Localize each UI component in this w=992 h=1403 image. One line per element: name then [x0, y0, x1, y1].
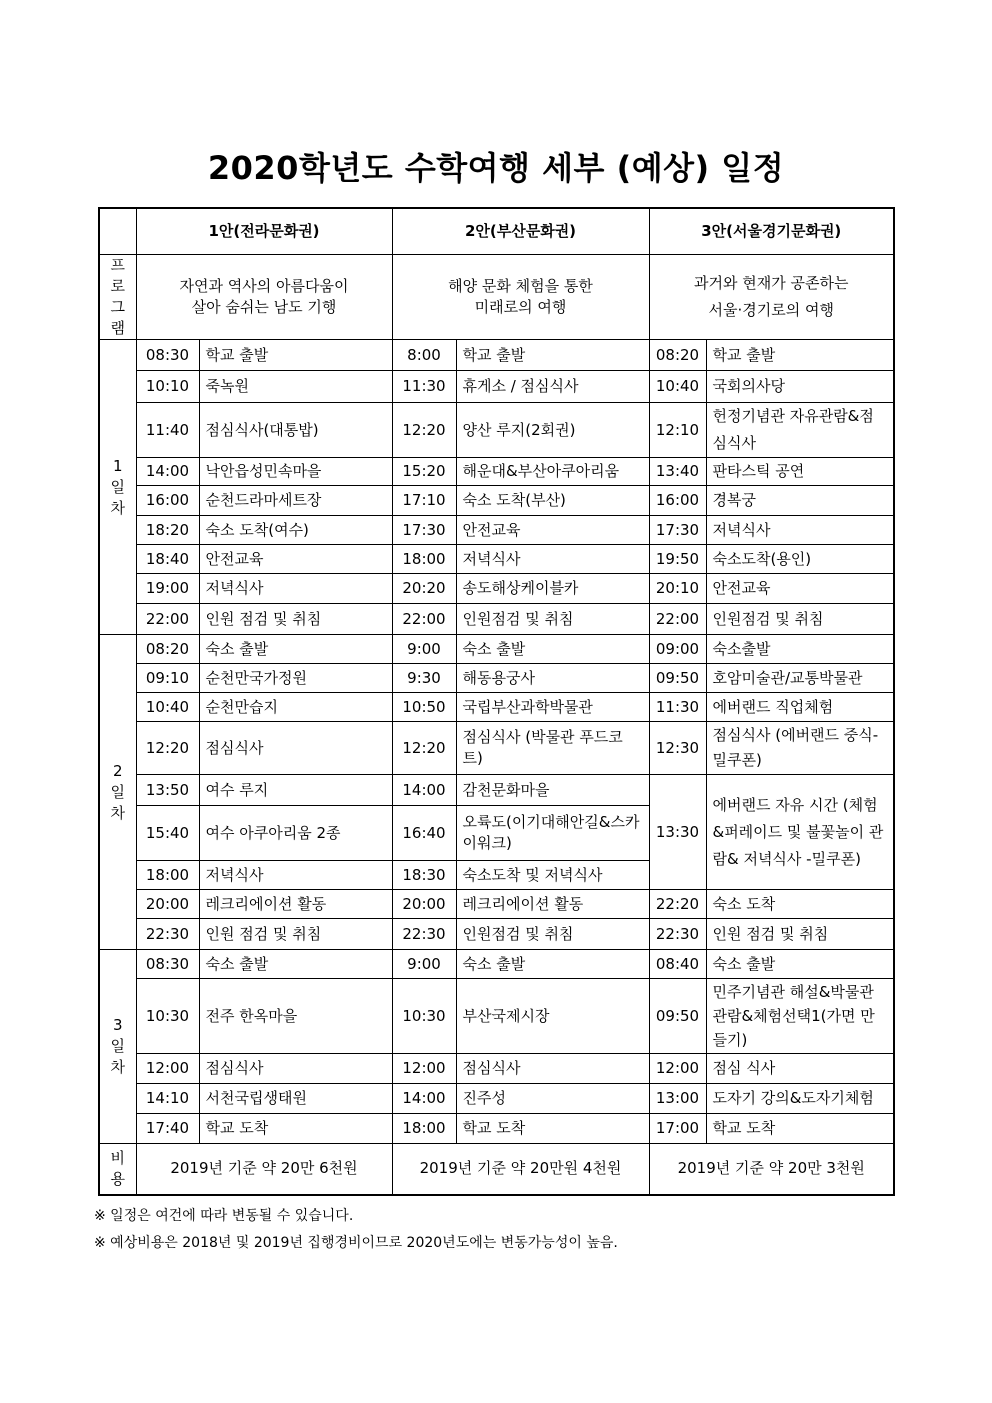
- activity-cell: 숙소 출발: [199, 635, 392, 664]
- table-row: [99, 1054, 894, 1084]
- time-cell: 13:30: [649, 775, 706, 890]
- activity-cell: 에버랜드 자유 시간 (체험&퍼레이드 및 불꽃놀이 관람& 저녁식사 -밀쿠폰): [706, 775, 894, 890]
- time-cell: 12:20: [392, 722, 456, 775]
- time-cell: 09:50: [649, 979, 706, 1054]
- table-row: [99, 545, 894, 574]
- activity-cell: 학교 출발: [456, 340, 649, 371]
- activity-cell: 해동용궁사: [456, 664, 649, 693]
- activity-cell: 서천국립생태원: [199, 1084, 392, 1114]
- program-theme: 과거와 현재가 공존하는 서울·경기로의 여행: [649, 255, 894, 340]
- activity-cell: 학교 출발: [199, 340, 392, 371]
- table-row: [99, 693, 894, 722]
- time-cell: 12:10: [649, 403, 706, 458]
- time-cell: 12:30: [649, 722, 706, 775]
- time-cell: 17:40: [136, 1114, 199, 1144]
- time-cell: 12:20: [392, 403, 456, 458]
- cost-row: [99, 1144, 894, 1195]
- activity-cell: 저녁식사: [199, 574, 392, 604]
- activity-cell: 국립부산과학박물관: [456, 693, 649, 722]
- footnote: ※ 일정은 여건에 따라 변동될 수 있습니다.: [94, 1208, 354, 1224]
- table-row: [99, 486, 894, 516]
- table-row: [99, 403, 894, 458]
- table-row: [99, 635, 894, 664]
- cost-value: 2019년 기준 약 20만 6천원: [136, 1144, 392, 1195]
- table-row: [99, 1114, 894, 1144]
- activity-cell: 저녁식사: [706, 516, 894, 545]
- time-cell: 22:00: [392, 604, 456, 635]
- time-cell: 9:00: [392, 950, 456, 979]
- activity-cell: 점심식사: [199, 1054, 392, 1084]
- time-cell: 19:00: [136, 574, 199, 604]
- time-cell: 20:00: [392, 890, 456, 919]
- time-cell: 08:20: [136, 635, 199, 664]
- program-theme: 자연과 역사의 아름다움이 살아 숨쉬는 남도 기행: [136, 255, 392, 340]
- table-row: [99, 890, 894, 919]
- page-title: 2020학년도 수학여행 세부 (예상) 일정: [207, 149, 785, 187]
- activity-cell: 숙소도착 및 저녁식사: [456, 861, 649, 890]
- time-cell: 13:40: [649, 458, 706, 486]
- table-row: [99, 604, 894, 635]
- time-cell: 16:00: [649, 486, 706, 516]
- table-row: [99, 574, 894, 604]
- table-row: [99, 1084, 894, 1114]
- time-cell: 17:10: [392, 486, 456, 516]
- time-cell: 08:20: [649, 340, 706, 371]
- activity-cell: 숙소 도착(부산): [456, 486, 649, 516]
- day-label: 1 일 차: [99, 340, 136, 635]
- time-cell: 18:00: [136, 861, 199, 890]
- activity-cell: 양산 루지(2회권): [456, 403, 649, 458]
- header-row: [99, 208, 894, 255]
- activity-cell: 인원점검 및 취침: [456, 604, 649, 635]
- time-cell: 10:30: [136, 979, 199, 1054]
- activity-cell: 레크리에이션 활동: [199, 890, 392, 919]
- time-cell: 14:00: [136, 458, 199, 486]
- table-row: [99, 722, 894, 775]
- time-cell: 22:00: [136, 604, 199, 635]
- program-row: [99, 255, 894, 340]
- time-cell: 22:30: [392, 919, 456, 950]
- time-cell: 13:00: [649, 1084, 706, 1114]
- time-cell: 19:50: [649, 545, 706, 574]
- activity-cell: 학교 도착: [199, 1114, 392, 1144]
- footnote: ※ 예상비용은 2018년 및 2019년 집행경비이므로 2020년도에는 변동가능성이 높음.: [94, 1235, 618, 1251]
- time-cell: 10:40: [649, 371, 706, 403]
- time-cell: 15:20: [392, 458, 456, 486]
- activity-cell: 순천만습지: [199, 693, 392, 722]
- activity-cell: 감천문화마을: [456, 775, 649, 806]
- corner-cell: [99, 208, 136, 255]
- activity-cell: 숙소 도착(여수): [199, 516, 392, 545]
- activity-cell: 안전교육: [199, 545, 392, 574]
- activity-cell: 해운대&부산아쿠아리움: [456, 458, 649, 486]
- activity-cell: 오륙도(이기대해안길&스카이워크): [456, 806, 649, 861]
- activity-cell: 점심식사: [456, 1054, 649, 1084]
- table-row: [99, 664, 894, 693]
- time-cell: 13:50: [136, 775, 199, 806]
- activity-cell: 여수 루지: [199, 775, 392, 806]
- table-row: [99, 516, 894, 545]
- program-label: 프 로 그 램: [99, 255, 136, 340]
- activity-cell: 인원점검 및 취침: [706, 604, 894, 635]
- activity-cell: 학교 출발: [706, 340, 894, 371]
- time-cell: 15:40: [136, 806, 199, 861]
- activity-cell: 여수 아쿠아리움 2종: [199, 806, 392, 861]
- time-cell: 09:10: [136, 664, 199, 693]
- time-cell: 09:00: [649, 635, 706, 664]
- time-cell: 20:20: [392, 574, 456, 604]
- program-theme: 해양 문화 체험을 통한 미래로의 여행: [392, 255, 649, 340]
- table-row: [99, 979, 894, 1054]
- activity-cell: 학교 도착: [456, 1114, 649, 1144]
- cost-label: 비 용: [99, 1144, 136, 1195]
- time-cell: 18:30: [392, 861, 456, 890]
- time-cell: 18:20: [136, 516, 199, 545]
- activity-cell: 학교 도착: [706, 1114, 894, 1144]
- time-cell: 14:00: [392, 1084, 456, 1114]
- time-cell: 10:50: [392, 693, 456, 722]
- activity-cell: 인원점검 및 취침: [456, 919, 649, 950]
- table-row: [99, 950, 894, 979]
- activity-cell: 낙안읍성민속마을: [199, 458, 392, 486]
- time-cell: 17:30: [392, 516, 456, 545]
- activity-cell: 호암미술관/교통박물관: [706, 664, 894, 693]
- activity-cell: 숙소 출발: [456, 950, 649, 979]
- activity-cell: 점심식사: [199, 722, 392, 775]
- time-cell: 22:30: [136, 919, 199, 950]
- cost-value: 2019년 기준 약 20만 3천원: [649, 1144, 894, 1195]
- time-cell: 22:20: [649, 890, 706, 919]
- activity-cell: 점심식사 (박물관 푸드코트): [456, 722, 649, 775]
- plan-header: 2안(부산문화권): [392, 208, 649, 255]
- activity-cell: 점심식사 (에버랜드 중식-밀쿠폰): [706, 722, 894, 775]
- time-cell: 8:00: [392, 340, 456, 371]
- time-cell: 08:30: [136, 340, 199, 371]
- activity-cell: 판타스틱 공연: [706, 458, 894, 486]
- activity-cell: 헌정기념관 자유관람&점심식사: [706, 403, 894, 458]
- time-cell: 14:10: [136, 1084, 199, 1114]
- time-cell: 11:30: [392, 371, 456, 403]
- time-cell: 11:30: [649, 693, 706, 722]
- time-cell: 12:00: [392, 1054, 456, 1084]
- time-cell: 10:30: [392, 979, 456, 1054]
- activity-cell: 인원 점검 및 취침: [706, 919, 894, 950]
- activity-cell: 숙소 출발: [456, 635, 649, 664]
- activity-cell: 부산국제시장: [456, 979, 649, 1054]
- activity-cell: 휴게소 / 점심식사: [456, 371, 649, 403]
- activity-cell: 점심식사(대통밥): [199, 403, 392, 458]
- activity-cell: 죽녹원: [199, 371, 392, 403]
- table-row: [99, 371, 894, 403]
- plan-header: 1안(전라문화권): [136, 208, 392, 255]
- activity-cell: 순천드라마세트장: [199, 486, 392, 516]
- table-row: [99, 919, 894, 950]
- activity-cell: 안전교육: [456, 516, 649, 545]
- time-cell: 12:00: [136, 1054, 199, 1084]
- activity-cell: 순천만국가정원: [199, 664, 392, 693]
- time-cell: 16:40: [392, 806, 456, 861]
- table-row: [99, 458, 894, 486]
- activity-cell: 민주기념관 해설&박물관관람&체험선택1(가면 만들기): [706, 979, 894, 1054]
- activity-cell: 숙소 출발: [706, 950, 894, 979]
- time-cell: 9:30: [392, 664, 456, 693]
- activity-cell: 숙소도착(용인): [706, 545, 894, 574]
- activity-cell: 국회의사당: [706, 371, 894, 403]
- activity-cell: 점심 식사: [706, 1054, 894, 1084]
- activity-cell: 인원 점검 및 취침: [199, 604, 392, 635]
- time-cell: 20:10: [649, 574, 706, 604]
- day-label: 3 일 차: [99, 950, 136, 1144]
- time-cell: 16:00: [136, 486, 199, 516]
- time-cell: 10:10: [136, 371, 199, 403]
- time-cell: 18:40: [136, 545, 199, 574]
- time-cell: 12:00: [649, 1054, 706, 1084]
- time-cell: 18:00: [392, 545, 456, 574]
- time-cell: 11:40: [136, 403, 199, 458]
- time-cell: 9:00: [392, 635, 456, 664]
- activity-cell: 에버랜드 직업체험: [706, 693, 894, 722]
- footnotes: [94, 1203, 618, 1257]
- time-cell: 08:30: [136, 950, 199, 979]
- time-cell: 22:00: [649, 604, 706, 635]
- time-cell: 18:00: [392, 1114, 456, 1144]
- activity-cell: 경복궁: [706, 486, 894, 516]
- table-row: [99, 775, 894, 806]
- activity-cell: 저녁식사: [456, 545, 649, 574]
- time-cell: 12:20: [136, 722, 199, 775]
- day-label: 2 일 차: [99, 635, 136, 950]
- cost-value: 2019년 기준 약 20만원 4천원: [392, 1144, 649, 1195]
- time-cell: 17:30: [649, 516, 706, 545]
- time-cell: 22:30: [649, 919, 706, 950]
- activity-cell: 숙소 출발: [199, 950, 392, 979]
- activity-cell: 송도해상케이블카: [456, 574, 649, 604]
- table-row: [99, 340, 894, 371]
- time-cell: 09:50: [649, 664, 706, 693]
- activity-cell: 안전교육: [706, 574, 894, 604]
- activity-cell: 저녁식사: [199, 861, 392, 890]
- time-cell: 17:00: [649, 1114, 706, 1144]
- activity-cell: 숙소 도착: [706, 890, 894, 919]
- time-cell: 10:40: [136, 693, 199, 722]
- activity-cell: 진주성: [456, 1084, 649, 1114]
- time-cell: 14:00: [392, 775, 456, 806]
- schedule-table: [98, 207, 895, 1196]
- activity-cell: 숙소출발: [706, 635, 894, 664]
- time-cell: 08:40: [649, 950, 706, 979]
- activity-cell: 인원 점검 및 취침: [199, 919, 392, 950]
- time-cell: 20:00: [136, 890, 199, 919]
- activity-cell: 레크리에이션 활동: [456, 890, 649, 919]
- activity-cell: 전주 한옥마을: [199, 979, 392, 1054]
- activity-cell: 도자기 강의&도자기체험: [706, 1084, 894, 1114]
- plan-header: 3안(서울경기문화권): [649, 208, 894, 255]
